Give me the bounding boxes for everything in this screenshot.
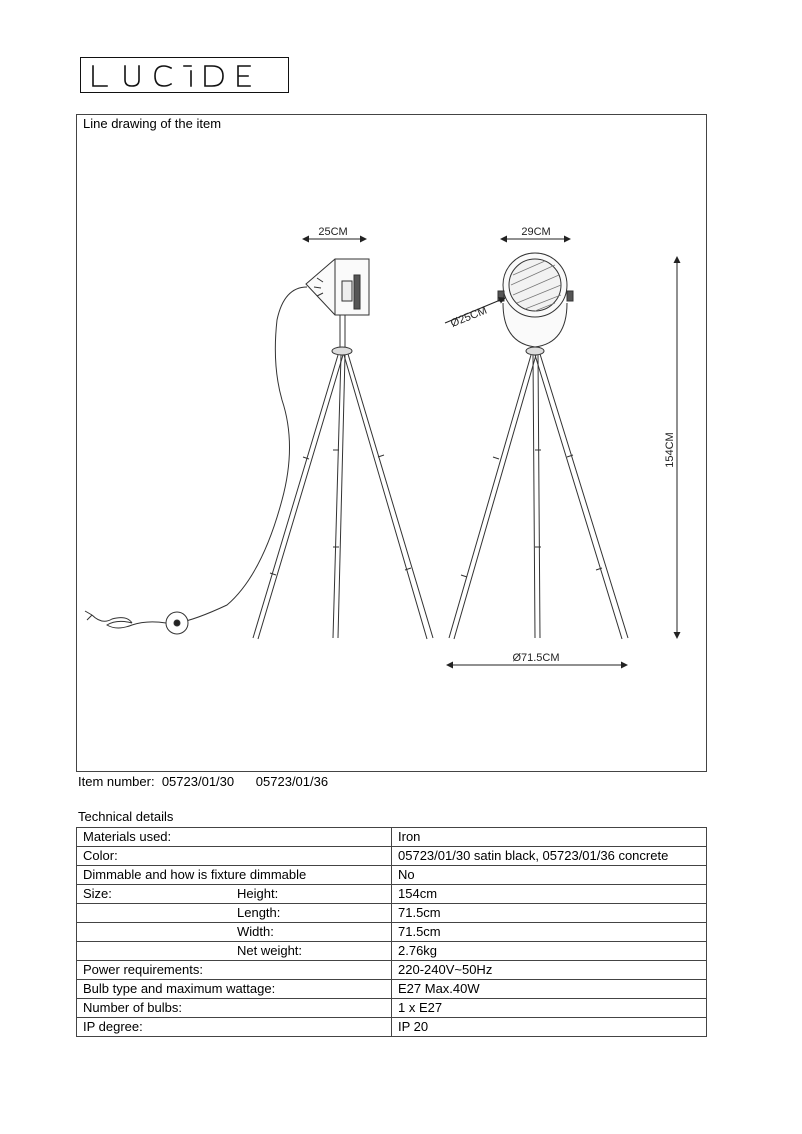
technical-details-table xyxy=(76,827,707,1037)
side-view xyxy=(85,259,433,639)
drawing-caption: Line drawing of the item xyxy=(83,116,222,131)
spec-sublabel: Width: xyxy=(237,924,274,939)
item-number-1: 05723/01/30 xyxy=(161,774,235,789)
item-number-line xyxy=(78,774,328,789)
table-row xyxy=(77,904,707,923)
table-row xyxy=(77,942,707,961)
technical-details-title: Technical details xyxy=(78,809,174,824)
spec-label: Number of bulbs: xyxy=(77,999,392,1018)
lamp-line-drawing xyxy=(77,115,708,773)
spec-label xyxy=(77,942,392,961)
spec-value: Iron xyxy=(392,828,707,847)
dim-head-width: 29CM xyxy=(521,226,551,238)
dim-base-diameter: Ø71.5CM xyxy=(512,652,560,664)
item-number-label: Item number: xyxy=(78,774,155,789)
dim-height: 154CM xyxy=(664,432,676,468)
table-row xyxy=(77,961,707,980)
brand-logo xyxy=(80,57,289,93)
table-row xyxy=(77,885,707,904)
spec-sublabel: Length: xyxy=(237,905,281,920)
spec-value: E27 Max.40W xyxy=(392,980,707,999)
item-number-2: 05723/01/36 xyxy=(255,774,329,789)
dim-head-diameter: Ø25CM xyxy=(449,304,489,330)
table-row xyxy=(77,1018,707,1037)
spec-value: 154cm xyxy=(392,885,707,904)
spec-label xyxy=(77,904,392,923)
spec-value: 1 x E27 xyxy=(392,999,707,1018)
spec-label: Bulb type and maximum wattage: xyxy=(77,980,392,999)
spec-value: 71.5cm xyxy=(392,923,707,942)
lucide-logo-mark xyxy=(81,58,290,94)
spec-label: Materials used: xyxy=(77,828,392,847)
table-row xyxy=(77,980,707,999)
spec-label xyxy=(77,923,392,942)
table-row xyxy=(77,923,707,942)
spec-value: IP 20 xyxy=(392,1018,707,1037)
spec-value: 71.5cm xyxy=(392,904,707,923)
table-row xyxy=(77,999,707,1018)
spec-label: Size: Height: xyxy=(77,885,392,904)
table-row xyxy=(77,828,707,847)
spec-value: No xyxy=(392,866,707,885)
spec-value: 2.76kg xyxy=(392,942,707,961)
spec-label: Color: xyxy=(77,847,392,866)
spec-label: Dimmable and how is fixture dimmable xyxy=(77,866,392,885)
table-row xyxy=(77,866,707,885)
table-row xyxy=(77,847,707,866)
spec-sublabel: Net weight: xyxy=(237,943,303,958)
spec-value: 220-240V~50Hz xyxy=(392,961,707,980)
spec-label: IP degree: xyxy=(77,1018,392,1037)
line-drawing-panel xyxy=(76,114,707,772)
spec-label: Power requirements: xyxy=(77,961,392,980)
spec-value: 05723/01/30 satin black, 05723/01/36 concrete xyxy=(392,847,707,866)
spec-sublabel: Height: xyxy=(237,886,279,901)
dim-head-depth: 25CM xyxy=(318,226,348,238)
